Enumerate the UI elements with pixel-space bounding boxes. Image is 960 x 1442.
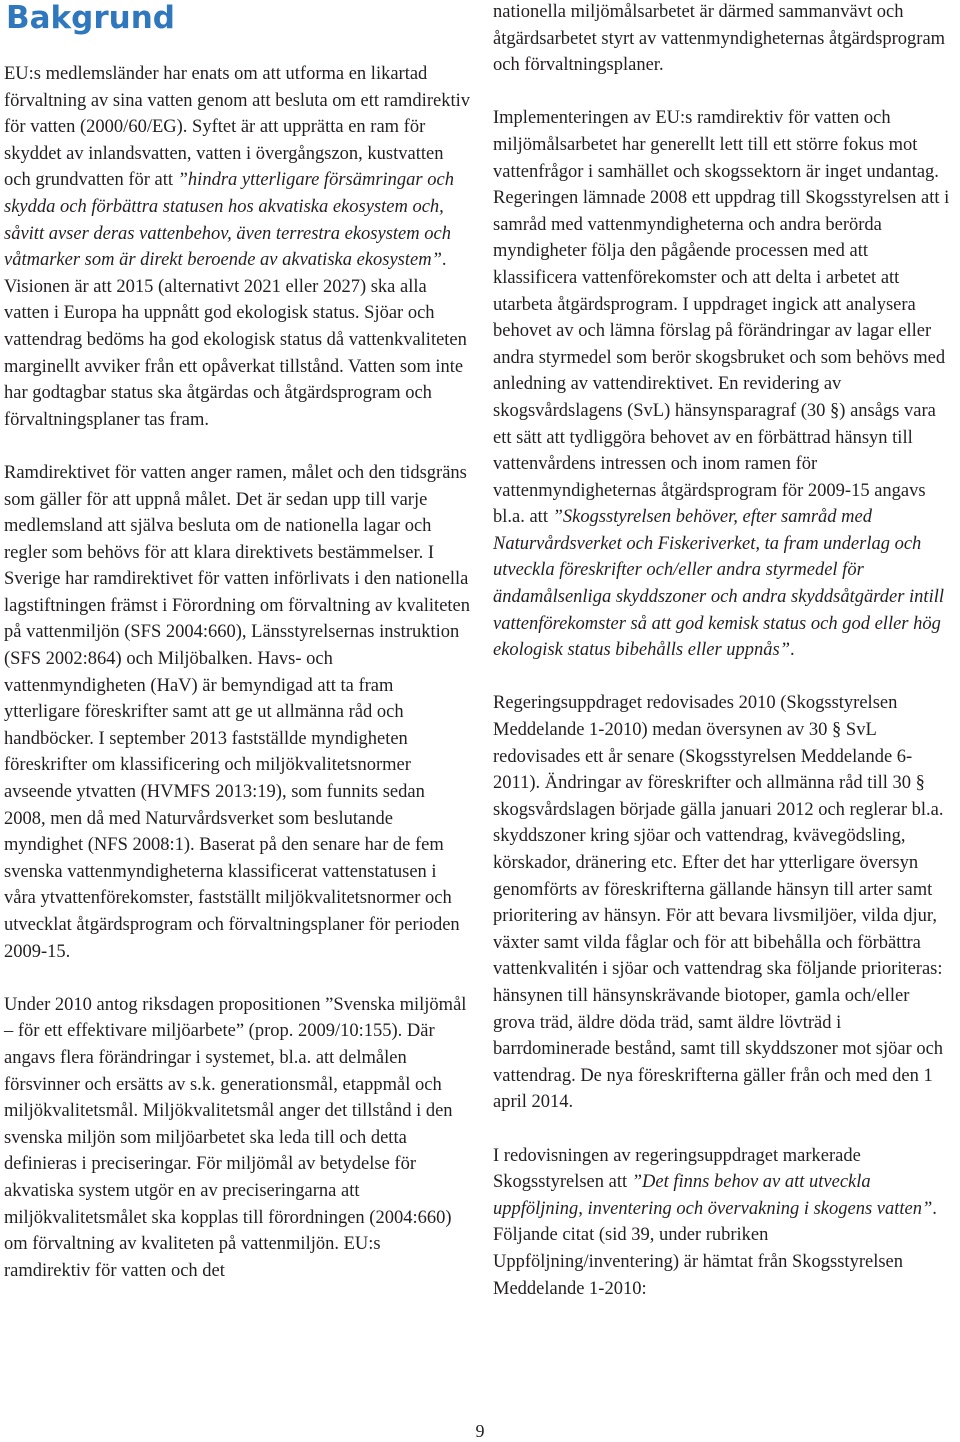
text-segment: . Följande citat (sid 39, under rubriken Uppföljning/inventering) är hämtat från Skogsstyrelsen Meddelande 1-2010:: [493, 1198, 937, 1299]
left-body-text: [4, 61, 470, 1284]
paragraph: [4, 61, 470, 433]
text-segment: I redovisningen av regeringsuppdraget markerade Skogsstyrelsen att: [493, 1145, 861, 1193]
paragraph: [493, 690, 955, 1116]
section-heading: Bakgrund: [6, 0, 175, 36]
paragraph: [493, 1143, 955, 1303]
text-segment: Implementeringen av EU:s ramdirektiv för vatten och miljömålsarbetet har generellt lett till ett större fokus mot vattenfrågor i samhället och skogssektorn är inget undantag. Regeringen lämnade 2008 ett uppdrag till Skogsstyrelsen att i samråd med vattenmyndigheterna och andra berörda myndigheter följa den pågående processen med att klassificera vattenförekomster och att delta i arbetet att utarbeta åtgärdsprogram. I uppdraget ingick att analysera behovet av och lämna förslag på förändringar av lagar eller andra styrmedel som berör skogsbruket och som behövs med anledning av vattendirektivet. En revidering av skogsvårdslagens (SvL) hänsynsparagraf (30 §) ansågs vara ett sätt att tydliggöra behovet av en förbättrad hänsyn till vattenvårdens intressen och inom ramen för vattenmyndigheternas åtgärdsprogram för 2009-15 angavs bl.a. att: [493, 108, 950, 528]
text-segment: EU:s medlemsländer har enats om att utforma en likartad förvaltning av sina vatten genom att besluta om ett ramdirektiv för vatten (2000/60/EG). Syftet är att upprätta en ram för skyddet av inlandsvatten, vatten i övergångszon, kustvatten och grundvatten för att: [4, 64, 470, 191]
text-segment: nationella miljömålsarbetet är därmed sammanvävt och åtgärdsarbetet styrt av vattenmyndigheternas åtgärdsprogram och förvaltningsplaner.: [493, 2, 946, 76]
italic-quote: ”Det finns behov av att utveckla uppföljning, inventering och övervakning i skogens vatten”: [493, 1172, 933, 1219]
italic-quote: ”Skogsstyrelsen behöver, efter samråd med Naturvårdsverket och Fiskeriverket, ta fram underlag och utveckla föreskrifter och/eller andra styrmedel för ändamålsenliga skyddszoner och andra skyddsåtgärder intill vattenförekomster så att god kemisk status och god eller hög ekologisk status bibehålls eller uppnås”: [493, 507, 944, 661]
paragraph: [493, 0, 955, 79]
page-number: 9: [475, 1421, 485, 1441]
italic-quote: ”hindra ytterligare försämringar och skydda och förbättra statusen hos akvatiska ekosystem och, såvitt avser deras vattenbehov, även terrestra ekosystem och våtmarker som är direkt beroende av akvatiska ekosystem”: [4, 170, 454, 271]
text-segment: . Visionen är att 2015 (alternativt 2021 eller 2027) ska alla vatten i Europa ha uppnått god ekologisk status. Sjöar och vattendrag bedöms ha god ekologisk status då vattenkvaliteten marginellt avviker från ett opåverkat tillstånd. Vatten som inte har godtagbar status ska åtgärdas och åtgärdsprogram och förvaltningsplaner tas fram.: [4, 250, 467, 430]
paragraph: [4, 460, 470, 965]
paragraph: [493, 105, 955, 663]
right-body-text: [493, 0, 955, 1302]
paragraph: [4, 992, 470, 1285]
text-segment: Ramdirektivet för vatten anger ramen, målet och den tidsgräns som gäller för att uppnå målet. Det är sedan upp till varje medlemsland att själva besluta om de nationella lagar och regler som behövs för att klara direktivets bestämmelser. I Sverige har ramdirektivet för vatten införlivats i den nationella lagstiftningen främst i Förordning om förvaltning av kvaliteten på vattenmiljön (SFS 2004:660), Länsstyrelsernas instruktion (SFS 2002:864) och Miljöbalken. Havs- och vattenmyndigheten (HaV) är bemyndigad att ta fram ytterligare föreskrifter samt att ge ut allmänna råd och handböcker. I september 2013 fastställde myndigheten föreskrifter om klassificering och miljökvalitetsnormer avseende ytvatten (HVMFS 2013:19), som funnits sedan 2008, men då med Naturvårdsverket som beslutande myndighet (NFS 2008:1). Baserat på den senare har de fem svenska vattenmyndigheterna klassificerat vattenstatusen i våra ytvattenförekomster, fastställt miljökvalitetsnormer och utvecklat åtgärdsprogram och förvaltningsplaner för perioden 2009-15.: [4, 462, 471, 962]
text-segment: Regeringsuppdraget redovisades 2010 (Skogsstyrelsen Meddelande 1-2010) medan översynen av 30 § SvL redovisades ett år senare (Skogsstyrelsen Meddelande 6-2011). Ändringar av föreskrifter och allmänna råd till 30 § skogsvårdslagen började gälla januari 2012 och reglerar bl.a. skyddszoner kring sjöar och vattendrag, kvävegödsling, körskador, dränering etc. Efter det har ytterligare översyn genomförts av föreskrifterna gällande hänsyn till arter samt prioritering av hänsyn. För att bevara livsmiljöer, vilda djur, växter samt vilda fåglar och för att bibehålla och förbättra vattenkvalitén i sjöar och vattendrag ska följande prioriteras: hänsynen till hänsynskrävande biotoper, gamla och/eller grova träd, äldre döda träd, samt äldre lövträd i barrdominerade bestånd, samt till skyddszoner mot sjöar och vattendrag. De nya föreskrifterna gäller från och med den 1 april 2014.: [493, 693, 944, 1113]
text-segment: .: [790, 640, 795, 661]
text-segment: Under 2010 antog riksdagen propositionen ”Svenska miljömål – för ett effektivare miljöarbete” (prop. 2009/10:155). Där angavs flera förändringar i systemet, bl.a. att delmålen försvinner och ersätts av s.k. generationsmål, etappmål och miljökvalitetsmål. Miljökvalitetsmål anger det tillstånd i den svenska miljön som miljöarbetet ska leda till och detta definieras i preciseringar. För miljömål av betydelse för akvatiska system utgör en av preciseringarna att miljökvalitetsmålet ska kopplas till förordningen (2004:660) om förvaltning av kvaliteten på vattenmiljön. EU:s ramdirektiv för vatten och det: [4, 994, 467, 1281]
